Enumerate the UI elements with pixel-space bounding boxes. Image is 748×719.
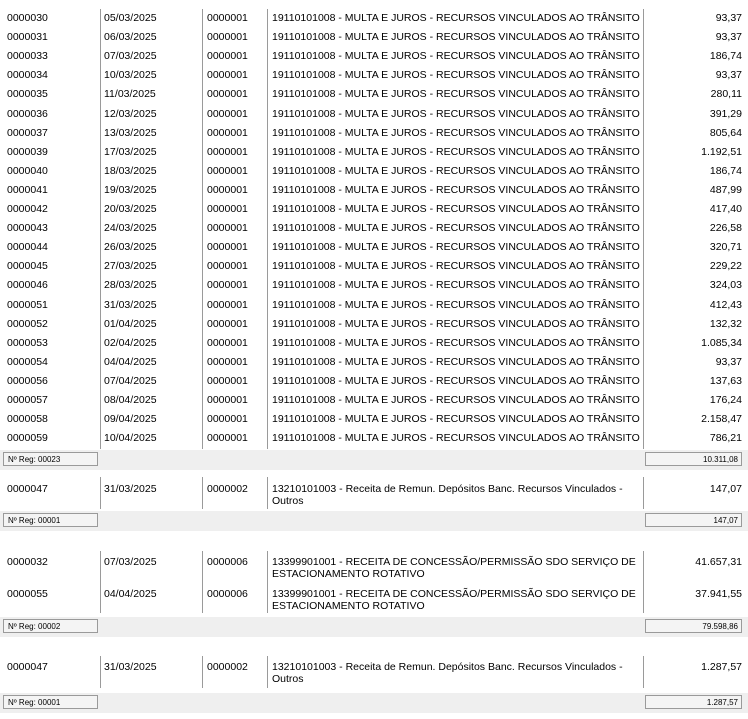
table-row: [0, 143, 748, 162]
revenue-description: 19110101008 - MULTA E JUROS - RECURSOS VINCULADOS AO TRÂNSITO: [272, 222, 640, 235]
column-divider: [100, 551, 101, 613]
reg-number: 0000032: [7, 556, 48, 568]
revenue-description: 19110101008 - MULTA E JUROS - RECURSOS VINCULADOS AO TRÂNSITO: [272, 336, 640, 349]
group-total: 1.287,57: [645, 695, 742, 709]
amount: 186,74: [709, 50, 742, 63]
revenue-description: 19110101008 - MULTA E JUROS - RECURSOS VINCULADOS AO TRÂNSITO: [272, 394, 640, 406]
entry-date: 20/03/2025: [104, 203, 157, 215]
account-code: 0000006: [207, 588, 248, 600]
record-count: Nº Reg: 00023: [3, 452, 98, 466]
reg-number: 0000039: [7, 145, 48, 158]
table-row: [0, 9, 748, 28]
reg-number: 0000033: [7, 50, 48, 63]
amount: 93,37: [715, 12, 742, 24]
account-code: 0000001: [207, 222, 248, 235]
reg-number: 0000037: [7, 126, 48, 139]
account-code: 0000001: [207, 126, 248, 139]
reg-number: 0000036: [7, 107, 48, 120]
table-row: [0, 257, 748, 276]
revenue-description: 19110101008 - MULTA E JUROS - RECURSOS VINCULADOS AO TRÂNSITO: [272, 203, 640, 215]
revenue-group-block: [0, 656, 748, 688]
table-row: [0, 200, 748, 219]
amount: 1.287,57: [701, 661, 742, 673]
amount: 41.657,31: [695, 556, 742, 568]
account-code: 0000001: [207, 203, 248, 215]
amount: 186,74: [709, 164, 742, 177]
reg-number: 0000035: [7, 88, 48, 101]
account-code: 0000001: [207, 279, 248, 292]
entry-date: 27/03/2025: [104, 260, 157, 273]
reg-number: 0000047: [7, 483, 48, 495]
record-count: Nº Reg: 00002: [3, 619, 98, 633]
entry-date: 04/04/2025: [104, 355, 157, 368]
table-row: [0, 372, 748, 391]
group-total: 79.598,86: [645, 619, 742, 633]
reg-number: 0000052: [7, 317, 48, 330]
column-divider: [643, 551, 644, 613]
entry-date: 31/03/2025: [104, 298, 157, 311]
revenue-description: 19110101008 - MULTA E JUROS - RECURSOS VINCULADOS AO TRÂNSITO: [272, 432, 640, 445]
amount: 37.941,55: [695, 588, 742, 600]
amount: 1.192,51: [701, 145, 742, 158]
account-code: 0000001: [207, 413, 248, 426]
amount: 487,99: [709, 183, 742, 196]
revenue-description: 19110101008 - MULTA E JUROS - RECURSOS VINCULADOS AO TRÂNSITO: [272, 279, 640, 292]
amount: 93,37: [715, 355, 742, 368]
entry-date: 18/03/2025: [104, 164, 157, 177]
table-row: [0, 334, 748, 353]
table-row: [0, 410, 748, 429]
amount: 2.158,47: [701, 413, 742, 426]
account-code: 0000001: [207, 69, 248, 82]
table-row: [0, 28, 748, 47]
entry-date: 31/03/2025: [104, 483, 157, 495]
account-code: 0000001: [207, 260, 248, 273]
revenue-description: 19110101008 - MULTA E JUROS - RECURSOS VINCULADOS AO TRÂNSITO: [272, 69, 640, 82]
revenue-description: 19110101008 - MULTA E JUROS - RECURSOS VINCULADOS AO TRÂNSITO: [272, 260, 640, 273]
column-divider: [267, 477, 268, 509]
column-divider: [202, 656, 203, 688]
amount: 280,11: [710, 88, 742, 101]
table-row: [0, 219, 748, 238]
revenue-group-block: [0, 477, 748, 509]
amount: 147,07: [709, 483, 742, 495]
table-row: [0, 276, 748, 295]
account-code: 0000001: [207, 374, 248, 387]
amount: 226,58: [709, 222, 742, 235]
reg-number: 0000045: [7, 260, 48, 273]
group-total: 10.311,08: [645, 452, 742, 466]
account-code: 0000001: [207, 88, 248, 101]
amount: 132,32: [709, 317, 742, 330]
account-code: 0000001: [207, 355, 248, 368]
account-code: 0000001: [207, 145, 248, 158]
account-code: 0000001: [207, 317, 248, 330]
table-row: [0, 315, 748, 334]
revenue-description: 19110101008 - MULTA E JUROS - RECURSOS VINCULADOS AO TRÂNSITO: [272, 374, 640, 387]
column-divider: [202, 477, 203, 509]
entry-date: 12/03/2025: [104, 107, 157, 120]
entry-date: 19/03/2025: [104, 183, 157, 196]
amount: 412,43: [709, 298, 742, 311]
amount: 391,29: [709, 107, 742, 120]
table-row: [0, 296, 748, 315]
reg-number: 0000041: [7, 183, 48, 196]
table-row: [0, 85, 748, 104]
table-row: [0, 238, 748, 257]
entry-date: 07/04/2025: [104, 374, 157, 387]
entry-date: 07/03/2025: [104, 556, 157, 568]
reg-number: 0000047: [7, 661, 48, 673]
reg-number: 0000031: [7, 31, 48, 44]
amount: 1.085,34: [701, 336, 742, 349]
revenue-description: 19110101008 - MULTA E JUROS - RECURSOS VINCULADOS AO TRÂNSITO: [272, 298, 640, 311]
revenue-description: 19110101008 - MULTA E JUROS - RECURSOS VINCULADOS AO TRÂNSITO: [272, 145, 640, 158]
record-count: Nº Reg: 00001: [3, 695, 98, 709]
entry-date: 07/03/2025: [104, 50, 157, 63]
table-row: [0, 391, 748, 410]
entry-date: 08/04/2025: [104, 394, 157, 406]
account-code: 0000001: [207, 107, 248, 120]
revenue-description: 13210101003 - Receita de Remun. Depósitos Banc. Recursos Vinculados - Outros: [272, 661, 623, 685]
account-code: 0000002: [207, 661, 248, 673]
reg-number: 0000042: [7, 203, 48, 215]
entry-date: 02/04/2025: [104, 336, 157, 349]
reg-number: 0000059: [7, 432, 48, 445]
revenue-group-block: [0, 551, 748, 613]
table-row: [0, 353, 748, 372]
reg-number: 0000046: [7, 279, 48, 292]
account-code: 0000001: [207, 432, 248, 445]
reg-number: 0000055: [7, 588, 48, 600]
reg-number: 0000030: [7, 12, 48, 24]
column-divider: [267, 656, 268, 688]
revenue-description: 13399901001 - RECEITA DE CONCESSÃO/PERMISSÃO SDO SERVIÇO DE ESTACIONAMENTO ROTATIVO: [272, 588, 636, 612]
revenue-description: 19110101008 - MULTA E JUROS - RECURSOS VINCULADOS AO TRÂNSITO: [272, 413, 640, 426]
amount: 93,37: [715, 69, 742, 82]
column-divider: [202, 551, 203, 613]
column-divider: [100, 656, 101, 688]
table-row: [0, 47, 748, 66]
summary-bar: [0, 450, 748, 470]
revenue-description: 19110101008 - MULTA E JUROS - RECURSOS VINCULADOS AO TRÂNSITO: [272, 183, 640, 196]
entry-date: 10/03/2025: [104, 69, 157, 82]
amount: 320,71: [709, 241, 742, 254]
table-row: [0, 162, 748, 181]
revenue-description: 13210101003 - Receita de Remun. Depósitos Banc. Recursos Vinculados - Outros: [272, 483, 623, 507]
revenue-description: 19110101008 - MULTA E JUROS - RECURSOS VINCULADOS AO TRÂNSITO: [272, 31, 640, 44]
revenue-description: 19110101008 - MULTA E JUROS - RECURSOS VINCULADOS AO TRÂNSITO: [272, 12, 640, 24]
amount: 786,21: [709, 432, 742, 445]
revenue-description: 13399901001 - RECEITA DE CONCESSÃO/PERMISSÃO SDO SERVIÇO DE ESTACIONAMENTO ROTATIVO: [272, 556, 636, 580]
reg-number: 0000053: [7, 336, 48, 349]
entry-date: 10/04/2025: [104, 432, 157, 445]
reg-number: 0000051: [7, 298, 48, 311]
revenue-description: 19110101008 - MULTA E JUROS - RECURSOS VINCULADOS AO TRÂNSITO: [272, 317, 640, 330]
account-code: 0000006: [207, 556, 248, 568]
account-code: 0000001: [207, 164, 248, 177]
column-divider: [100, 477, 101, 509]
account-code: 0000001: [207, 298, 248, 311]
entry-date: 05/03/2025: [104, 12, 157, 24]
reg-number: 0000043: [7, 222, 48, 235]
group-total: 147,07: [645, 513, 742, 527]
reg-number: 0000044: [7, 241, 48, 254]
revenue-description: 19110101008 - MULTA E JUROS - RECURSOS VINCULADOS AO TRÂNSITO: [272, 107, 640, 120]
reg-number: 0000057: [7, 394, 48, 406]
account-code: 0000001: [207, 183, 248, 196]
revenue-description: 19110101008 - MULTA E JUROS - RECURSOS VINCULADOS AO TRÂNSITO: [272, 164, 640, 177]
record-count: Nº Reg: 00001: [3, 513, 98, 527]
column-divider: [643, 477, 644, 509]
entry-date: 31/03/2025: [104, 661, 157, 673]
account-code: 0000001: [207, 336, 248, 349]
entry-date: 26/03/2025: [104, 241, 157, 254]
reg-number: 0000054: [7, 355, 48, 368]
main-revenue-table: [0, 9, 748, 449]
entry-date: 13/03/2025: [104, 126, 157, 139]
entry-date: 17/03/2025: [104, 145, 157, 158]
amount: 229,22: [709, 260, 742, 273]
table-row: [0, 66, 748, 85]
reg-number: 0000040: [7, 164, 48, 177]
reg-number: 0000058: [7, 413, 48, 426]
revenue-description: 19110101008 - MULTA E JUROS - RECURSOS VINCULADOS AO TRÂNSITO: [272, 126, 640, 139]
amount: 176,24: [709, 394, 742, 406]
amount: 324,03: [709, 279, 742, 292]
column-divider: [643, 656, 644, 688]
table-row: [0, 105, 748, 124]
entry-date: 28/03/2025: [104, 279, 157, 292]
entry-date: 09/04/2025: [104, 413, 157, 426]
summary-bar: [0, 617, 748, 637]
account-code: 0000002: [207, 483, 248, 495]
entry-date: 06/03/2025: [104, 31, 157, 44]
table-row: [0, 429, 748, 448]
entry-date: 11/03/2025: [104, 88, 156, 101]
account-code: 0000001: [207, 31, 248, 44]
account-code: 0000001: [207, 241, 248, 254]
revenue-description: 19110101008 - MULTA E JUROS - RECURSOS VINCULADOS AO TRÂNSITO: [272, 50, 640, 63]
account-code: 0000001: [207, 12, 248, 24]
column-divider: [267, 551, 268, 613]
table-row: [0, 124, 748, 143]
amount: 137,63: [709, 374, 742, 387]
summary-bar: [0, 693, 748, 713]
account-code: 0000001: [207, 394, 248, 406]
summary-bar: [0, 511, 748, 531]
entry-date: 24/03/2025: [104, 222, 157, 235]
entry-date: 04/04/2025: [104, 588, 157, 600]
revenue-description: 19110101008 - MULTA E JUROS - RECURSOS VINCULADOS AO TRÂNSITO: [272, 355, 640, 368]
reg-number: 0000056: [7, 374, 48, 387]
amount: 417,40: [709, 203, 742, 215]
revenue-description: 19110101008 - MULTA E JUROS - RECURSOS VINCULADOS AO TRÂNSITO: [272, 88, 640, 101]
table-row: [0, 181, 748, 200]
amount: 93,37: [715, 31, 742, 44]
entry-date: 01/04/2025: [104, 317, 157, 330]
reg-number: 0000034: [7, 69, 48, 82]
revenue-description: 19110101008 - MULTA E JUROS - RECURSOS VINCULADOS AO TRÂNSITO: [272, 241, 640, 254]
account-code: 0000001: [207, 50, 248, 63]
amount: 805,64: [709, 126, 742, 139]
